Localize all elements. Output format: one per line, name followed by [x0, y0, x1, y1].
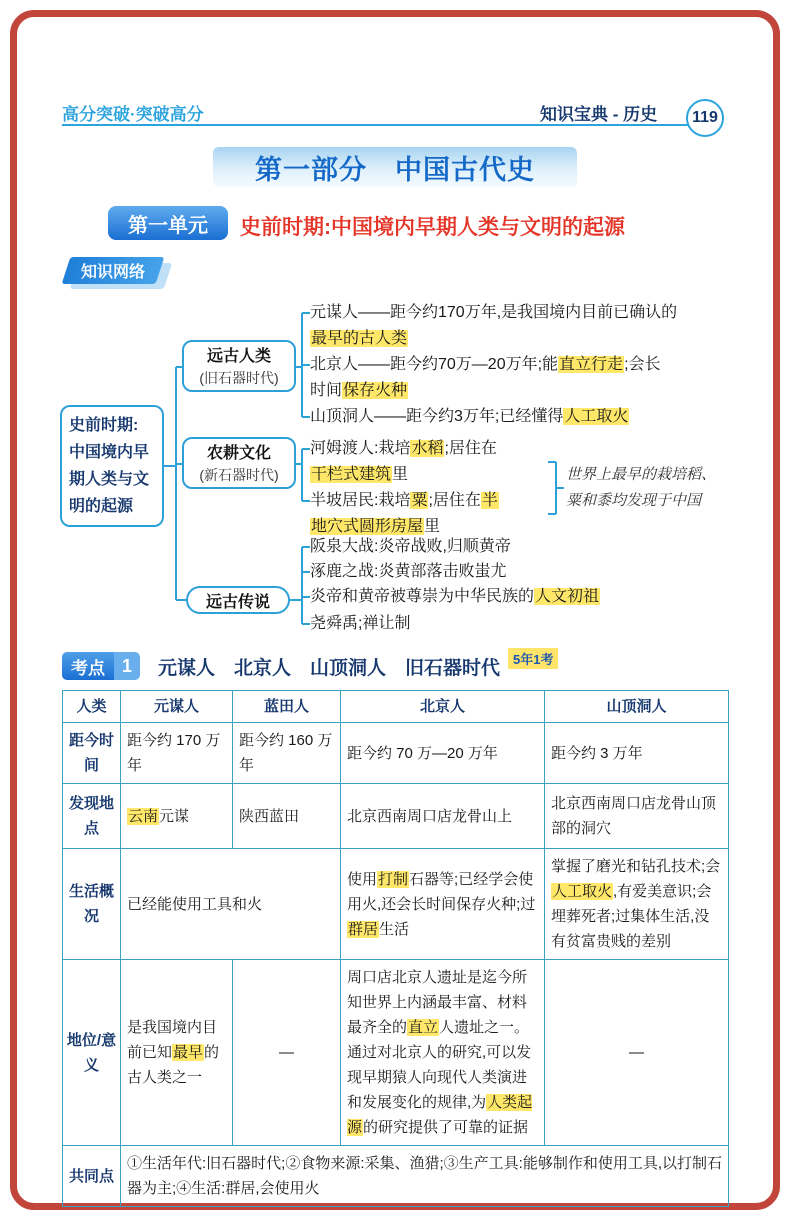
mindmap-branch-ancient-humans [182, 340, 296, 392]
leaf-line: 涿鹿之战:炎黄部落击败蚩尤 [310, 563, 507, 580]
mindmap-leaf-hemudu [310, 436, 497, 488]
mindmap-leaf-yuanmou-man [310, 300, 677, 352]
mindmap-leaf-banquan-battle [310, 534, 511, 560]
table-cell: 距今约 70 万—20 万年 [341, 723, 545, 784]
mindmap-leaf-yao-shun-yu [310, 611, 410, 637]
exam-point-title: 元谋人 北京人 山顶洞人 旧石器时代 [158, 657, 501, 679]
root-line: 期人类与文 [69, 471, 150, 488]
leaf-line: 北京人——距今约70万—20万年;能直立行走;会长 [310, 356, 661, 373]
mindmap-root-node [60, 405, 164, 527]
mindmap-branch-farming-culture [182, 437, 296, 489]
header-slogan: 高分突破·突破高分 [62, 105, 204, 124]
branch-title: 远古人类 [206, 348, 271, 365]
column-header: 人类 [63, 691, 121, 723]
note-line: 粟和黍均发现于中国 [566, 492, 702, 509]
table-cell: 掌握了磨光和钻孔技术;会人工取火,有爱美意识;会埋葬死者;过集体生活,没有贫富贵贱的差别 [545, 849, 729, 960]
row-label: 距今时间 [63, 723, 121, 784]
root-line: 史前时期: [69, 417, 139, 434]
leaf-line: 干栏式建筑里 [311, 466, 409, 483]
table-cell: 距今约 170 万年 [121, 723, 233, 784]
table-cell: 距今约 3 万年 [545, 723, 729, 784]
leaf-line: 炎帝和黄帝被尊崇为中华民族的人文初祖 [310, 588, 600, 605]
table-cell: 北京西南周口店龙骨山顶部的洞穴 [545, 784, 729, 849]
column-header: 山顶洞人 [545, 691, 729, 723]
column-header: 元谋人 [121, 691, 233, 723]
column-header: 蓝田人 [233, 691, 341, 723]
knowledge-network-badge [64, 257, 174, 289]
header-rule [62, 124, 704, 126]
table-cell: 陕西蓝田 [233, 784, 341, 849]
mindmap-side-note [566, 462, 716, 514]
table-row-lifestyle [63, 849, 729, 960]
leaf-line: 半坡居民:栽培粟;居住在半 [310, 492, 498, 509]
header-book-title: 知识宝典 - 历史 [540, 105, 658, 124]
table-cell: 周口店北京人遗址是迄今所知世界上内涵最丰富、材料最齐全的直立人遗址之一。通过对北京人的研究,可以发现早期猿人向现代人类演进和发展变化的规律,为人类起源的研究提供了可靠的证据 [341, 960, 545, 1146]
knowledge-network-diagram [0, 292, 790, 652]
leaf-line: 时间保存火种 [310, 382, 408, 399]
exam-point-number: 1 [114, 652, 140, 680]
row-label: 地位/意义 [63, 960, 121, 1146]
table-cell: 云南元谋 [121, 784, 233, 849]
table-cell: 已经能使用工具和火 [121, 849, 341, 960]
branch-title: 农耕文化 [206, 445, 271, 462]
branch-subtitle: (旧石器时代) [199, 370, 279, 386]
note-line: 世界上最早的栽培稻、 [566, 466, 717, 483]
exam-frequency-tag: 5年1考 [508, 648, 558, 669]
knowledge-network-label: 知识网络 [80, 264, 145, 281]
leaf-line: 最早的古人类 [311, 330, 408, 347]
root-line: 明的起源 [69, 498, 134, 515]
mindmap-leaf-shandingdong-man [310, 404, 629, 430]
leaf-line: 阪泉大战:炎帝战败,归顺黄帝 [310, 538, 511, 555]
mindmap-branch-ancient-legends [186, 586, 290, 614]
leaf-line: 山顶洞人——距今约3万年;已经懂得人工取火 [310, 408, 629, 425]
leaf-line: 元谋人——距今约170万年,是我国境内目前已确认的 [310, 304, 678, 321]
table-cell: 是我国境内目前已知最早的古人类之一 [121, 960, 233, 1146]
root-line: 中国境内早 [69, 444, 150, 461]
table-row-location [63, 784, 729, 849]
table-header-row [63, 691, 729, 723]
unit-title: 史前时期:中国境内早期人类与文明的起源 [240, 216, 625, 239]
table-cell: ①生活年代:旧石器时代;②食物来源:采集、渔猎;③生产工具:能够制作和使用工具,以打制石器为主;④生活:群居,会使用火 [121, 1146, 729, 1207]
leaf-line: 地穴式圆形房屋里 [311, 518, 441, 535]
branch-subtitle: (新石器时代) [199, 467, 279, 483]
leaf-line: 河姆渡人:栽培水稻;居住在 [310, 440, 497, 457]
exam-point-heading [62, 652, 558, 680]
table-cell: 使用打制石器等;已经学会使用火,还会长时间保存火种;过群居生活 [341, 849, 545, 960]
table-row-significance [63, 960, 729, 1146]
badge-main-shape [62, 257, 165, 284]
exam-point-badge: 考点 [62, 652, 114, 680]
table-cell: 距今约 160 万年 [233, 723, 341, 784]
leaf-line: 尧舜禹;禅让制 [310, 615, 411, 632]
early-humans-comparison-table [62, 690, 729, 1207]
mindmap-leaf-zhuolu-battle [310, 559, 506, 585]
mindmap-leaf-yandi-huangdi [310, 584, 600, 610]
page-number-badge: 119 [686, 99, 724, 137]
mindmap-leaf-banpo [310, 488, 499, 540]
table-cell: — [545, 960, 729, 1146]
part-title-banner: 第一部分 中国古代史 [213, 147, 577, 187]
table-cell: — [233, 960, 341, 1146]
table-row-time [63, 723, 729, 784]
row-label: 共同点 [63, 1146, 121, 1207]
table-row-commonalities [63, 1146, 729, 1207]
row-label: 发现地点 [63, 784, 121, 849]
unit-badge: 第一单元 [108, 206, 228, 240]
mindmap-leaf-peking-man [310, 352, 661, 404]
branch-title: 远古传说 [205, 593, 270, 611]
column-header: 北京人 [341, 691, 545, 723]
row-label: 生活概况 [63, 849, 121, 960]
table-cell: 北京西南周口店龙骨山上 [341, 784, 545, 849]
